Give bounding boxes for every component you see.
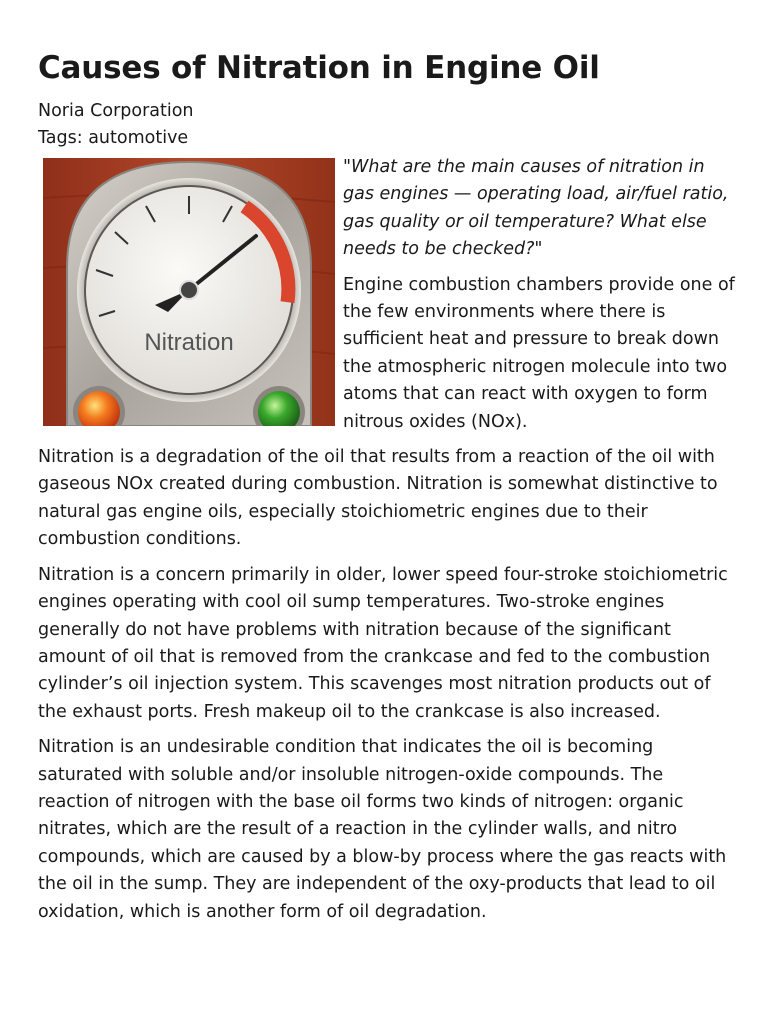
article-tags: Tags: automotive [38,128,189,148]
nitration-gauge-image [43,158,335,426]
article-title: Causes of Nitration in Engine Oil [38,50,600,86]
gauge-label: Nitration [144,329,234,356]
paragraph-2: Nitration is a degradation of the oil that results from a reaction of the oil with gaseous NOx created during combustion. Nitration is somewhat distinctive to natural gas engine oils, especially stoichiometric engines due to their combustion conditions. [38,447,718,550]
paragraph-1: Engine combustion chambers provide one of the few environments where there is sufficient heat and pressure to break down the atmospheric nitrogen molecule into two atoms that can react with oxygen to form nitrous oxides (NOx). [343,274,735,432]
paragraph-4: Nitration is an undesirable condition that indicates the oil is becoming saturated with soluble and/or insoluble nitrogen-oxide compounds. The reaction of nitrogen with the base oil forms two kinds of nitrogen: organic nitrates, which are the result of a reaction in the cylinder walls, and nitro compounds, which are caused by a blow-by process where the gas reacts with the oil in the sump. They are independent of the oxy-products that lead to oil oxidation, which is another form of oil degradation. [38,737,727,922]
article-body [38,154,736,926]
reader-question: "What are the main causes of nitration in gas engines — operating load, air/fuel ratio, gas quality or oil temperature? What else needs to be checked?" [343,157,729,260]
article-meta [38,98,736,152]
author-name: Noria Corporation [38,101,194,121]
paragraph-3: Nitration is a concern primarily in older, lower speed four-stroke stoichiometric engines operating with cool oil sump temperatures. Two-stroke engines generally do not have problems with nitration because of the significant amount of oil that is removed from the crankcase and fed to the combustion cylinder’s oil injection system. This scavenges most nitration products out of the exhaust ports. Fresh makeup oil to the crankcase is also increased. [38,564,728,722]
